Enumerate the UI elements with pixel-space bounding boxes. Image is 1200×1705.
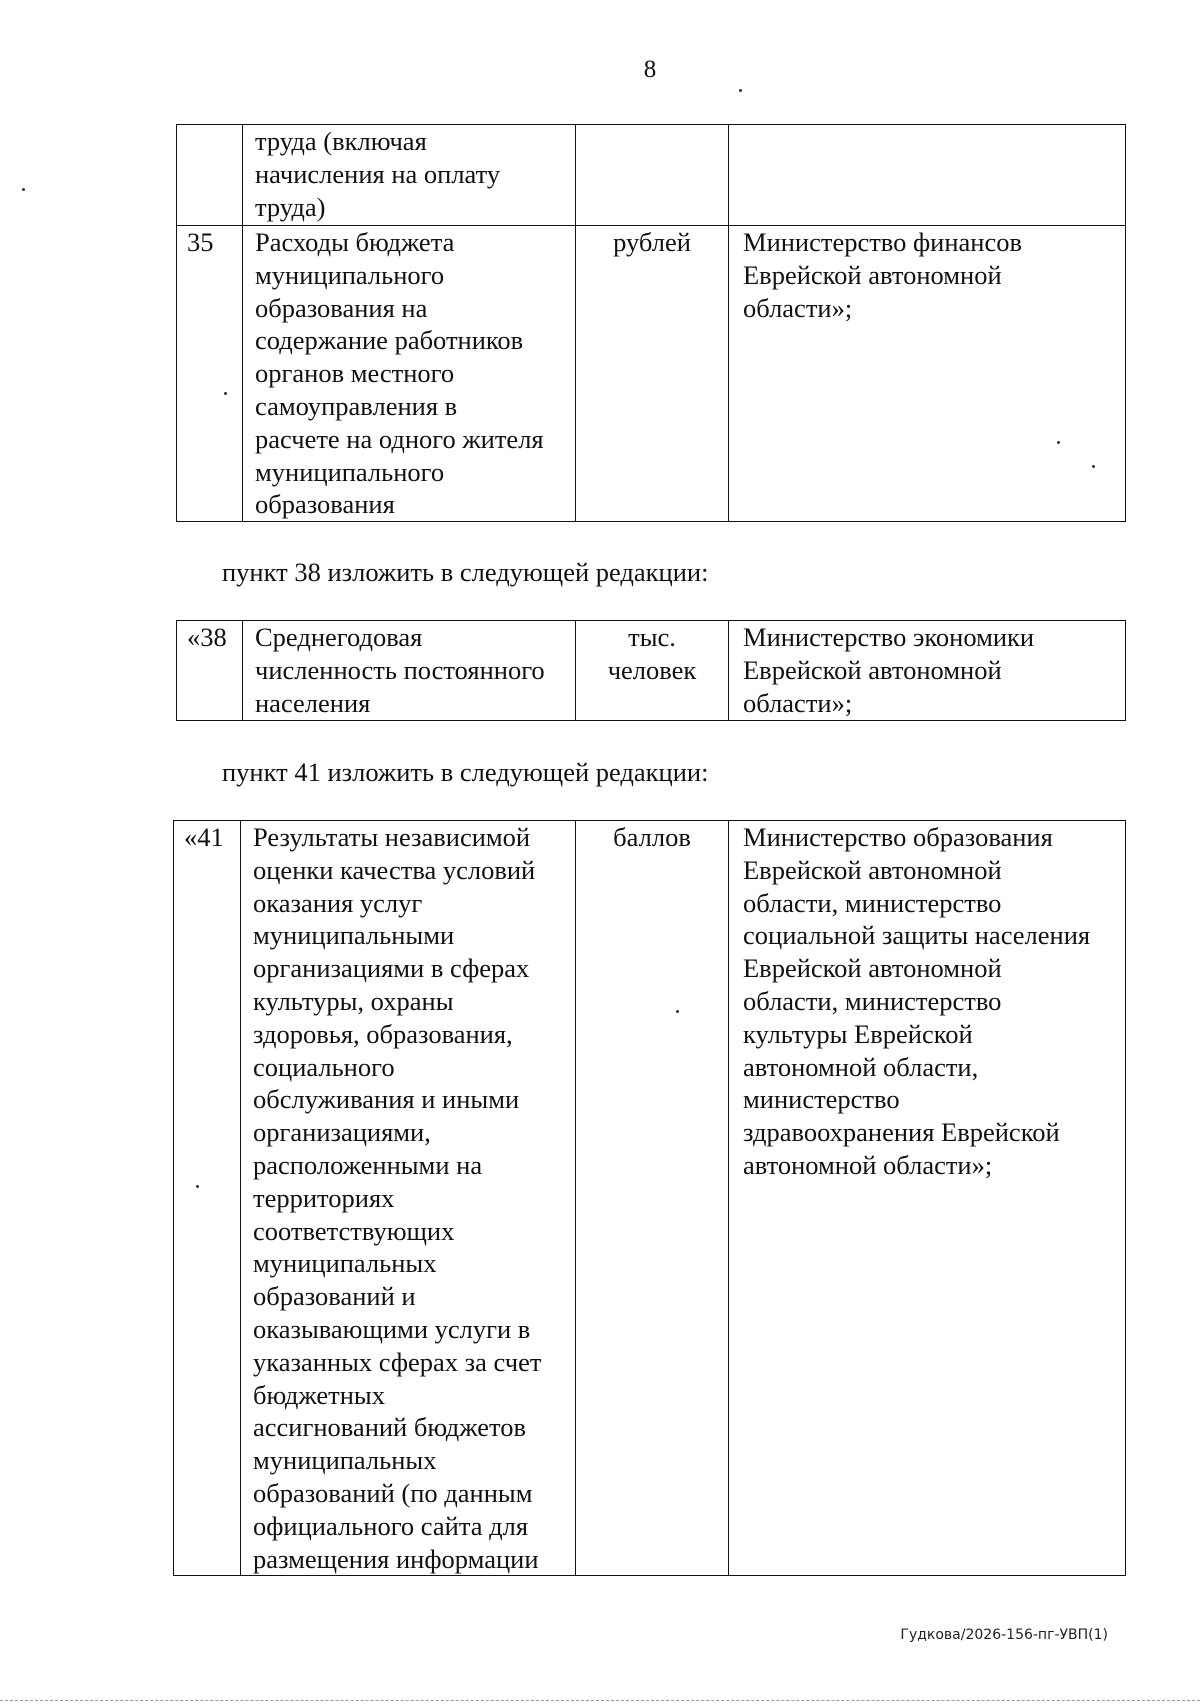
unit-cell: рублей	[576, 226, 729, 522]
responsible-body-cell: Министерство финансов Еврейской автономной области»;	[729, 226, 1126, 522]
scan-speck	[224, 392, 227, 395]
indicator-name-cell: Результаты независимой оценки качества условий оказания услуг муниципальными организациями в сферах культуры, охраны здоровья, образования, социального обслуживания и иными организациями, расположенными на территориях соответствующих муниципальных образований и оказывающими услуги в указанных сферах за счет бюджетных ассигнований бюджетов муниципальных образований (по данным официального сайта для размещения информации	[241, 821, 576, 1576]
responsible-body-cell: Министерство экономики Еврейской автономной области»;	[729, 621, 1126, 721]
row-number-cell: «38	[177, 621, 243, 721]
row-number-cell	[177, 125, 243, 226]
amendment-instruction-41: пункт 41 изложить в следующей редакции:	[222, 757, 709, 787]
indicator-name-cell: Среднегодовая численность постоянного населения	[243, 621, 576, 721]
table-row	[177, 125, 1126, 226]
page-number: 8	[643, 56, 657, 83]
indicators-table-continued	[176, 124, 1126, 522]
responsible-body-cell: Министерство образования Еврейской автономной области, министерство социальной защиты населения Еврейской автономной области, министерство культуры Еврейской автономной области, министерство здравоохранения Еврейской автономной области»;	[729, 821, 1126, 1576]
row-number-cell: 35	[177, 226, 243, 522]
unit-cell: баллов	[576, 821, 729, 1576]
indicator-38-table	[176, 620, 1126, 721]
indicator-41-table	[173, 820, 1126, 1576]
scan-speck	[1057, 441, 1060, 444]
unit-cell	[576, 125, 729, 226]
indicator-name-cell: труда (включая начисления на оплату труда)	[243, 125, 576, 226]
scan-speck	[196, 1185, 199, 1188]
table-row	[177, 621, 1126, 721]
page-edge-line	[0, 1700, 1200, 1701]
row-number-cell: «41	[174, 821, 241, 1576]
scan-speck	[739, 89, 742, 92]
document-code: Гудкова/2026-156-пг-УВП(1)	[900, 1627, 1108, 1643]
table-row	[177, 226, 1126, 522]
scan-speck	[22, 188, 25, 191]
responsible-body-cell	[729, 125, 1126, 226]
unit-cell: тыс. человек	[576, 621, 729, 721]
scan-speck	[1092, 465, 1095, 468]
amendment-instruction-38: пункт 38 изложить в следующей редакции:	[222, 557, 709, 587]
table-row	[174, 821, 1126, 1576]
indicator-name-cell: Расходы бюджета муниципального образования на содержание работников органов местного самоуправления в расчете на одного жителя муниципального образования	[243, 226, 576, 522]
scan-speck	[676, 1010, 679, 1013]
